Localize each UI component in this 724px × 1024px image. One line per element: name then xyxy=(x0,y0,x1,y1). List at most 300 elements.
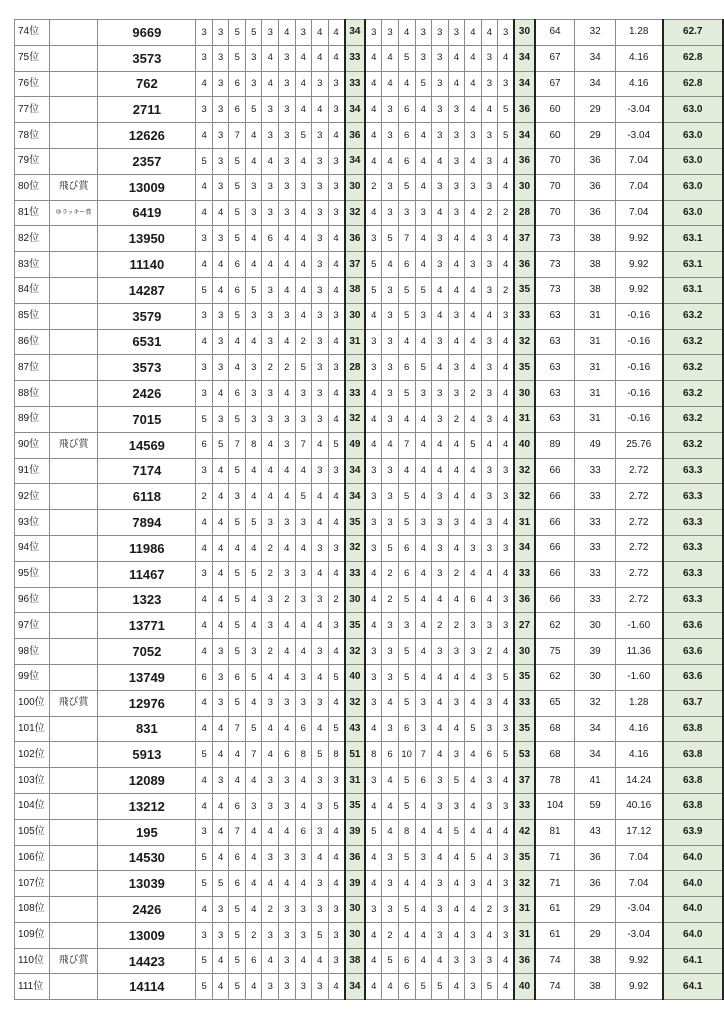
out-hole-score-cell: 4 xyxy=(279,535,296,561)
out-hole-score-cell: 5 xyxy=(196,277,213,303)
out-hole-score-cell: 4 xyxy=(295,303,312,329)
in-hole-score-cell: 5 xyxy=(398,664,415,690)
in-hole-score-cell: 4 xyxy=(415,587,432,613)
out-hole-score-cell: 3 xyxy=(196,20,213,46)
in-hole-score-cell: 4 xyxy=(448,716,465,742)
out-hole-score-cell: 3 xyxy=(328,174,345,200)
in-hole-score-cell: 5 xyxy=(398,277,415,303)
out-hole-score-cell: 4 xyxy=(279,484,296,510)
in-hole-score-cell: 4 xyxy=(448,277,465,303)
in-hole-score-cell: 4 xyxy=(365,381,382,407)
out-hole-score-cell: 4 xyxy=(312,45,329,71)
in-hole-score-cell: 5 xyxy=(415,355,432,381)
in-hole-score-cell: 3 xyxy=(448,174,465,200)
out-hole-score-cell: 4 xyxy=(295,252,312,278)
in-hole-score-cell: 5 xyxy=(398,45,415,71)
in-hole-score-cell: 4 xyxy=(415,97,432,123)
out-hole-score-cell: 4 xyxy=(312,432,329,458)
player-number-cell: 11467 xyxy=(98,561,196,587)
out-hole-score-cell: 4 xyxy=(196,123,213,149)
player-number-cell: 2426 xyxy=(98,381,196,407)
out-hole-score-cell: 5 xyxy=(295,123,312,149)
award-cell: 飛び賞 xyxy=(49,174,97,200)
award-cell xyxy=(49,252,97,278)
in-hole-score-cell: 5 xyxy=(398,510,415,536)
award-cell xyxy=(49,406,97,432)
in-hole-score-cell: 7 xyxy=(398,432,415,458)
out-hole-score-cell: 4 xyxy=(328,484,345,510)
out-hole-score-cell: 5 xyxy=(245,510,262,536)
out-hole-score-cell: 5 xyxy=(312,922,329,948)
in-hole-score-cell: 3 xyxy=(481,355,498,381)
gross-cell: 66 xyxy=(535,484,575,510)
in-hole-score-cell: 4 xyxy=(432,716,449,742)
rank-cell: 95位 xyxy=(15,561,50,587)
in-hole-score-cell: 5 xyxy=(398,303,415,329)
in-hole-score-cell: 3 xyxy=(465,974,482,1000)
in-hole-score-cell: 3 xyxy=(448,97,465,123)
player-number-cell: 13212 xyxy=(98,793,196,819)
diff-cell: 11.36 xyxy=(615,639,662,665)
out-hole-score-cell: 2 xyxy=(279,587,296,613)
in-hole-score-cell: 4 xyxy=(415,329,432,355)
in-hole-score-cell: 3 xyxy=(382,406,399,432)
in-hole-score-cell: 4 xyxy=(415,922,432,948)
award-cell xyxy=(49,535,97,561)
diff-cell: -0.16 xyxy=(615,303,662,329)
diff-cell: 2.72 xyxy=(615,561,662,587)
in-hole-score-cell: 4 xyxy=(498,768,515,794)
in-total-cell: 35 xyxy=(514,845,535,871)
award-cell: 飛び賞 xyxy=(49,948,97,974)
out-hole-score-cell: 3 xyxy=(196,355,213,381)
in-hole-score-cell: 4 xyxy=(481,845,498,871)
in-hole-score-cell: 3 xyxy=(415,845,432,871)
out-hole-score-cell: 3 xyxy=(328,613,345,639)
in-hole-score-cell: 3 xyxy=(432,535,449,561)
final-score-cell: 63.8 xyxy=(663,716,723,742)
in-hole-score-cell: 2 xyxy=(432,613,449,639)
out-hole-score-cell: 5 xyxy=(229,510,246,536)
out-hole-score-cell: 4 xyxy=(328,639,345,665)
out-hole-score-cell: 4 xyxy=(229,742,246,768)
handicap-cell: 33 xyxy=(575,535,616,561)
out-hole-score-cell: 4 xyxy=(279,458,296,484)
gross-cell: 62 xyxy=(535,664,575,690)
player-number-cell: 11140 xyxy=(98,252,196,278)
in-hole-score-cell: 3 xyxy=(398,200,415,226)
in-hole-score-cell: 5 xyxy=(365,277,382,303)
out-hole-score-cell: 3 xyxy=(312,148,329,174)
in-total-cell: 32 xyxy=(514,871,535,897)
gross-cell: 63 xyxy=(535,406,575,432)
in-hole-score-cell: 2 xyxy=(481,639,498,665)
out-total-cell: 32 xyxy=(345,535,366,561)
gross-cell: 74 xyxy=(535,974,575,1000)
in-hole-score-cell: 4 xyxy=(448,484,465,510)
in-hole-score-cell: 4 xyxy=(432,200,449,226)
table-row xyxy=(15,226,724,252)
table-row xyxy=(15,974,724,1000)
out-hole-score-cell: 3 xyxy=(212,922,229,948)
in-hole-score-cell: 2 xyxy=(382,561,399,587)
out-hole-score-cell: 3 xyxy=(279,974,296,1000)
out-hole-score-cell: 3 xyxy=(262,97,279,123)
out-hole-score-cell: 4 xyxy=(279,20,296,46)
in-hole-score-cell: 3 xyxy=(432,97,449,123)
out-hole-score-cell: 3 xyxy=(245,45,262,71)
out-hole-score-cell: 5 xyxy=(229,897,246,923)
in-hole-score-cell: 4 xyxy=(465,303,482,329)
in-total-cell: 30 xyxy=(514,174,535,200)
out-hole-score-cell: 3 xyxy=(212,45,229,71)
out-hole-score-cell: 4 xyxy=(196,200,213,226)
in-hole-score-cell: 4 xyxy=(415,561,432,587)
out-hole-score-cell: 4 xyxy=(212,458,229,484)
in-hole-score-cell: 4 xyxy=(448,535,465,561)
in-total-cell: 40 xyxy=(514,974,535,1000)
diff-cell: 4.16 xyxy=(615,716,662,742)
in-hole-score-cell: 3 xyxy=(481,613,498,639)
in-hole-score-cell: 3 xyxy=(481,329,498,355)
in-hole-score-cell: 3 xyxy=(465,639,482,665)
out-hole-score-cell: 3 xyxy=(279,200,296,226)
handicap-cell: 59 xyxy=(575,793,616,819)
in-hole-score-cell: 3 xyxy=(382,20,399,46)
out-hole-score-cell: 3 xyxy=(295,664,312,690)
in-hole-score-cell: 3 xyxy=(415,200,432,226)
out-hole-score-cell: 3 xyxy=(279,561,296,587)
out-hole-score-cell: 7 xyxy=(229,123,246,149)
out-hole-score-cell: 3 xyxy=(196,819,213,845)
award-cell xyxy=(49,484,97,510)
out-hole-score-cell: 4 xyxy=(295,71,312,97)
in-hole-score-cell: 3 xyxy=(415,381,432,407)
out-hole-score-cell: 4 xyxy=(245,535,262,561)
out-total-cell: 40 xyxy=(345,664,366,690)
in-hole-score-cell: 4 xyxy=(415,123,432,149)
player-number-cell: 14530 xyxy=(98,845,196,871)
in-hole-score-cell: 4 xyxy=(365,406,382,432)
in-hole-score-cell: 3 xyxy=(432,252,449,278)
out-hole-score-cell: 3 xyxy=(312,381,329,407)
out-hole-score-cell: 4 xyxy=(212,561,229,587)
out-hole-score-cell: 7 xyxy=(295,432,312,458)
in-hole-score-cell: 6 xyxy=(398,948,415,974)
out-hole-score-cell: 3 xyxy=(328,148,345,174)
out-hole-score-cell: 3 xyxy=(328,97,345,123)
gross-cell: 60 xyxy=(535,97,575,123)
out-hole-score-cell: 3 xyxy=(312,303,329,329)
final-score-cell: 63.3 xyxy=(663,587,723,613)
rank-cell: 107位 xyxy=(15,871,50,897)
rank-cell: 79位 xyxy=(15,148,50,174)
gross-cell: 89 xyxy=(535,432,575,458)
in-hole-score-cell: 4 xyxy=(498,148,515,174)
player-number-cell: 13950 xyxy=(98,226,196,252)
out-hole-score-cell: 6 xyxy=(229,252,246,278)
out-hole-score-cell: 4 xyxy=(262,664,279,690)
handicap-cell: 31 xyxy=(575,406,616,432)
award-cell xyxy=(49,974,97,1000)
in-hole-score-cell: 6 xyxy=(398,97,415,123)
in-hole-score-cell: 4 xyxy=(498,226,515,252)
in-hole-score-cell: 4 xyxy=(465,406,482,432)
diff-cell: -0.16 xyxy=(615,381,662,407)
out-hole-score-cell: 4 xyxy=(212,974,229,1000)
in-hole-score-cell: 6 xyxy=(398,355,415,381)
rank-cell: 94位 xyxy=(15,535,50,561)
in-hole-score-cell: 5 xyxy=(398,174,415,200)
rank-cell: 109位 xyxy=(15,922,50,948)
in-hole-score-cell: 4 xyxy=(465,97,482,123)
table-row xyxy=(15,510,724,536)
in-hole-score-cell: 4 xyxy=(465,768,482,794)
out-hole-score-cell: 6 xyxy=(229,71,246,97)
in-hole-score-cell: 4 xyxy=(398,922,415,948)
in-hole-score-cell: 3 xyxy=(481,406,498,432)
in-hole-score-cell: 3 xyxy=(448,948,465,974)
out-hole-score-cell: 3 xyxy=(312,200,329,226)
gross-cell: 63 xyxy=(535,303,575,329)
handicap-cell: 36 xyxy=(575,200,616,226)
table-row xyxy=(15,200,724,226)
out-hole-score-cell: 3 xyxy=(312,252,329,278)
out-hole-score-cell: 4 xyxy=(279,819,296,845)
out-hole-score-cell: 4 xyxy=(295,613,312,639)
handicap-cell: 32 xyxy=(575,20,616,46)
in-hole-score-cell: 3 xyxy=(465,871,482,897)
in-hole-score-cell: 6 xyxy=(398,974,415,1000)
diff-cell: 7.04 xyxy=(615,174,662,200)
out-hole-score-cell: 3 xyxy=(279,71,296,97)
in-hole-score-cell: 5 xyxy=(498,97,515,123)
table-row xyxy=(15,639,724,665)
in-hole-score-cell: 4 xyxy=(481,303,498,329)
in-hole-score-cell: 4 xyxy=(448,974,465,1000)
out-hole-score-cell: 2 xyxy=(262,639,279,665)
out-hole-score-cell: 4 xyxy=(312,845,329,871)
out-hole-score-cell: 4 xyxy=(212,252,229,278)
diff-cell: 9.92 xyxy=(615,948,662,974)
out-hole-score-cell: 4 xyxy=(212,742,229,768)
in-hole-score-cell: 4 xyxy=(465,45,482,71)
in-hole-score-cell: 3 xyxy=(382,277,399,303)
out-total-cell: 30 xyxy=(345,897,366,923)
in-hole-score-cell: 4 xyxy=(448,922,465,948)
in-hole-score-cell: 3 xyxy=(448,355,465,381)
in-hole-score-cell: 3 xyxy=(432,484,449,510)
in-total-cell: 36 xyxy=(514,948,535,974)
in-hole-score-cell: 3 xyxy=(382,458,399,484)
gross-cell: 70 xyxy=(535,174,575,200)
out-hole-score-cell: 5 xyxy=(196,974,213,1000)
out-hole-score-cell: 3 xyxy=(212,97,229,123)
out-hole-score-cell: 4 xyxy=(279,613,296,639)
out-total-cell: 39 xyxy=(345,819,366,845)
in-hole-score-cell: 3 xyxy=(365,458,382,484)
in-hole-score-cell: 4 xyxy=(498,45,515,71)
out-hole-score-cell: 5 xyxy=(229,561,246,587)
in-hole-score-cell: 3 xyxy=(481,148,498,174)
in-hole-score-cell: 5 xyxy=(398,690,415,716)
rank-cell: 108位 xyxy=(15,897,50,923)
in-hole-score-cell: 4 xyxy=(465,793,482,819)
out-hole-score-cell: 5 xyxy=(229,148,246,174)
award-cell xyxy=(49,355,97,381)
in-hole-score-cell: 3 xyxy=(365,484,382,510)
in-hole-score-cell: 5 xyxy=(398,381,415,407)
award-cell xyxy=(49,148,97,174)
player-number-cell: 7015 xyxy=(98,406,196,432)
in-hole-score-cell: 5 xyxy=(382,226,399,252)
in-hole-score-cell: 4 xyxy=(432,664,449,690)
final-score-cell: 63.8 xyxy=(663,768,723,794)
out-total-cell: 34 xyxy=(345,20,366,46)
out-hole-score-cell: 4 xyxy=(196,768,213,794)
final-score-cell: 63.1 xyxy=(663,226,723,252)
in-hole-score-cell: 3 xyxy=(432,20,449,46)
gross-cell: 74 xyxy=(535,948,575,974)
in-hole-score-cell: 4 xyxy=(415,432,432,458)
in-total-cell: 36 xyxy=(514,148,535,174)
handicap-cell: 38 xyxy=(575,948,616,974)
in-hole-score-cell: 5 xyxy=(398,768,415,794)
rank-cell: 88位 xyxy=(15,381,50,407)
out-hole-score-cell: 4 xyxy=(212,819,229,845)
award-cell xyxy=(49,458,97,484)
out-hole-score-cell: 5 xyxy=(245,97,262,123)
out-hole-score-cell: 5 xyxy=(229,922,246,948)
in-hole-score-cell: 2 xyxy=(365,174,382,200)
in-hole-score-cell: 5 xyxy=(498,123,515,149)
player-number-cell: 2357 xyxy=(98,148,196,174)
out-hole-score-cell: 3 xyxy=(245,71,262,97)
out-hole-score-cell: 4 xyxy=(212,277,229,303)
final-score-cell: 63.0 xyxy=(663,123,723,149)
in-hole-score-cell: 3 xyxy=(481,174,498,200)
player-number-cell: 762 xyxy=(98,71,196,97)
in-hole-score-cell: 3 xyxy=(448,148,465,174)
award-cell xyxy=(49,897,97,923)
in-hole-score-cell: 5 xyxy=(398,484,415,510)
handicap-cell: 29 xyxy=(575,123,616,149)
out-hole-score-cell: 4 xyxy=(212,587,229,613)
in-hole-score-cell: 3 xyxy=(481,510,498,536)
out-hole-score-cell: 5 xyxy=(328,432,345,458)
in-hole-score-cell: 3 xyxy=(415,510,432,536)
in-hole-score-cell: 6 xyxy=(382,742,399,768)
diff-cell: 7.04 xyxy=(615,200,662,226)
out-hole-score-cell: 3 xyxy=(328,71,345,97)
in-hole-score-cell: 5 xyxy=(398,793,415,819)
out-hole-score-cell: 3 xyxy=(312,123,329,149)
in-hole-score-cell: 6 xyxy=(398,123,415,149)
out-hole-score-cell: 4 xyxy=(328,406,345,432)
out-hole-score-cell: 4 xyxy=(279,381,296,407)
out-hole-score-cell: 4 xyxy=(196,613,213,639)
out-hole-score-cell: 2 xyxy=(295,329,312,355)
out-hole-score-cell: 3 xyxy=(212,303,229,329)
in-hole-score-cell: 3 xyxy=(448,303,465,329)
final-score-cell: 63.3 xyxy=(663,510,723,536)
diff-cell: -0.16 xyxy=(615,329,662,355)
final-score-cell: 63.0 xyxy=(663,174,723,200)
out-hole-score-cell: 3 xyxy=(279,793,296,819)
in-total-cell: 36 xyxy=(514,252,535,278)
in-hole-score-cell: 4 xyxy=(448,664,465,690)
in-hole-score-cell: 6 xyxy=(398,148,415,174)
in-hole-score-cell: 4 xyxy=(498,406,515,432)
handicap-cell: 32 xyxy=(575,690,616,716)
final-score-cell: 63.2 xyxy=(663,303,723,329)
in-hole-score-cell: 3 xyxy=(498,613,515,639)
in-hole-score-cell: 4 xyxy=(382,45,399,71)
rank-cell: 90位 xyxy=(15,432,50,458)
award-cell xyxy=(49,226,97,252)
in-hole-score-cell: 2 xyxy=(498,277,515,303)
in-total-cell: 31 xyxy=(514,406,535,432)
out-hole-score-cell: 3 xyxy=(212,406,229,432)
out-hole-score-cell: 5 xyxy=(229,690,246,716)
in-hole-score-cell: 5 xyxy=(498,742,515,768)
handicap-cell: 38 xyxy=(575,974,616,1000)
in-hole-score-cell: 3 xyxy=(432,174,449,200)
award-cell xyxy=(49,20,97,46)
in-hole-score-cell: 4 xyxy=(481,922,498,948)
award-cell xyxy=(49,664,97,690)
out-hole-score-cell: 4 xyxy=(196,716,213,742)
out-hole-score-cell: 3 xyxy=(196,922,213,948)
in-hole-score-cell: 2 xyxy=(481,200,498,226)
out-hole-score-cell: 3 xyxy=(245,355,262,381)
in-hole-score-cell: 4 xyxy=(365,561,382,587)
handicap-cell: 29 xyxy=(575,922,616,948)
in-hole-score-cell: 5 xyxy=(481,974,498,1000)
table-row xyxy=(15,871,724,897)
table-row xyxy=(15,97,724,123)
diff-cell: 9.92 xyxy=(615,252,662,278)
in-hole-score-cell: 5 xyxy=(448,768,465,794)
in-hole-score-cell: 4 xyxy=(498,510,515,536)
out-hole-score-cell: 7 xyxy=(229,432,246,458)
diff-cell: 2.72 xyxy=(615,587,662,613)
in-hole-score-cell: 4 xyxy=(465,664,482,690)
out-total-cell: 49 xyxy=(345,432,366,458)
in-hole-score-cell: 3 xyxy=(432,45,449,71)
out-total-cell: 32 xyxy=(345,690,366,716)
out-total-cell: 38 xyxy=(345,948,366,974)
final-score-cell: 63.2 xyxy=(663,381,723,407)
in-total-cell: 27 xyxy=(514,613,535,639)
in-hole-score-cell: 4 xyxy=(498,561,515,587)
in-hole-score-cell: 4 xyxy=(481,871,498,897)
out-hole-score-cell: 3 xyxy=(295,690,312,716)
in-hole-score-cell: 4 xyxy=(432,432,449,458)
table-row xyxy=(15,329,724,355)
rank-cell: 86位 xyxy=(15,329,50,355)
out-hole-score-cell: 3 xyxy=(279,690,296,716)
final-score-cell: 64.0 xyxy=(663,845,723,871)
in-hole-score-cell: 3 xyxy=(448,200,465,226)
out-hole-score-cell: 3 xyxy=(279,148,296,174)
in-hole-score-cell: 4 xyxy=(498,329,515,355)
in-hole-score-cell: 4 xyxy=(498,174,515,200)
in-hole-score-cell: 4 xyxy=(448,897,465,923)
in-hole-score-cell: 2 xyxy=(448,561,465,587)
in-hole-score-cell: 3 xyxy=(432,768,449,794)
diff-cell: 7.04 xyxy=(615,845,662,871)
